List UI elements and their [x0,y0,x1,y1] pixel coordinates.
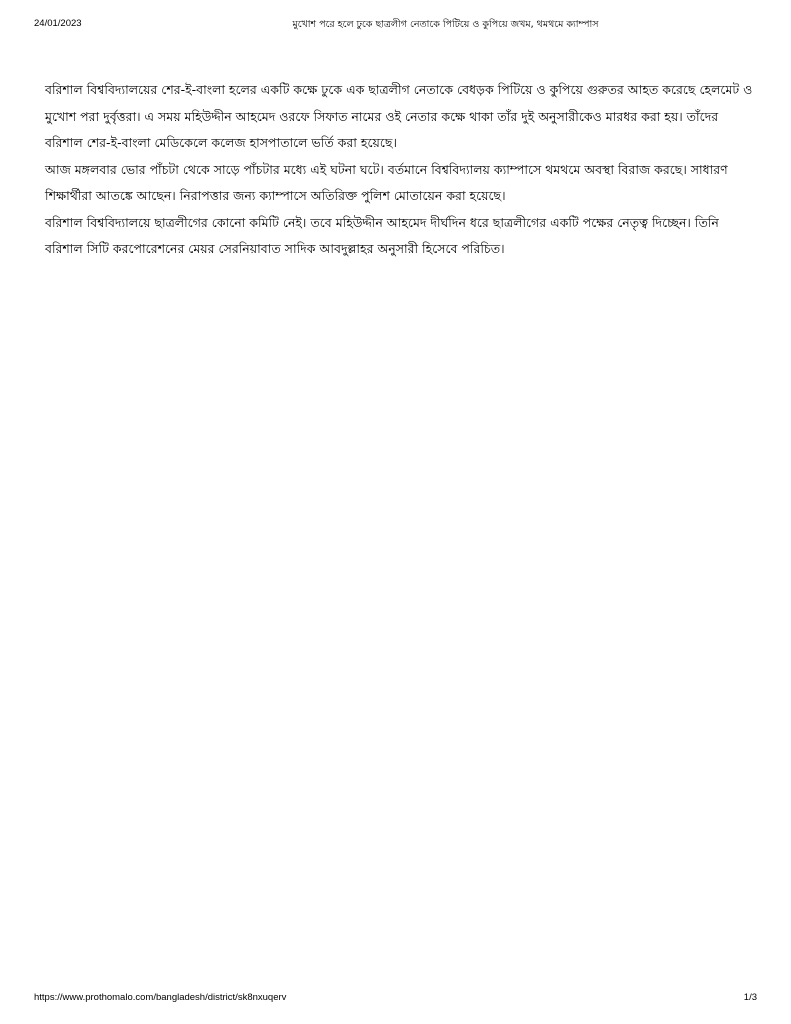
article-paragraph-2: আজ মঙ্গলবার ভোর পাঁচটা থেকে সাড়ে পাঁচটার মধ্যে এই ঘটনা ঘটে। বর্তমানে বিশ্ববিদ্যালয় ক্যাম্পাসে থমথমে অবস্থা বিরাজ করছে। সাধারণ শিক্ষার্থীরা আতঙ্কে আছেন। নিরাপত্তার জন্য ক্যাম্পাসে অতিরিক্ত পুলিশ মোতায়েন করা হয়েছে। [45,161,728,203]
print-date: 24/01/2023 [34,18,82,29]
source-url: https://www.prothomalo.com/bangladesh/district/sk8nxuqerv [34,992,287,1003]
page-number: 1/3 [743,992,757,1003]
article-paragraph-1: বরিশাল বিশ্ববিদ্যালয়ের শের-ই-বাংলা হলের একটি কক্ষে ঢুকে এক ছাত্রলীগ নেতাকে বেধড়ক পিটিয়ে ও কুপিয়ে গুরুতর আহত করেছে হেলমেট ও মুখোশ পরা দুর্বৃত্তরা। এ সময় মহিউদ্দীন আহমেদ ওরফে সিফাত নামের ওই নেতার কক্ষে থাকা তাঁর দুই অনুসারীকেও মারধর করা হয়। তাঁদের বরিশাল শের-ই-বাংলা মেডিকেলে কলেজ হাসপাতালে ভর্তি করা হয়েছে। [45,82,753,150]
article-body [45,77,755,263]
page-title: মুখোশ পরে হলে ঢুকে ছাত্রলীগ নেতাকে পিটিয়ে ও কুপিয়ে জখম, থমথমে ক্যাম্পাস [292,19,599,30]
article-paragraph-3: বরিশাল বিশ্ববিদ্যালয়ে ছাত্রলীগের কোনো কমিটি নেই। তবে মহিউদ্দীন আহমেদ দীর্ঘদিন ধরে ছাত্রলীগের একটি পক্ষের নেতৃত্ব দিচ্ছেন। তিনি বরিশাল সিটি করপোরেশনের মেয়র সেরনিয়াবাত সাদিক আবদুল্লাহর অনুসারী হিসেবে পরিচিত। [45,214,719,256]
